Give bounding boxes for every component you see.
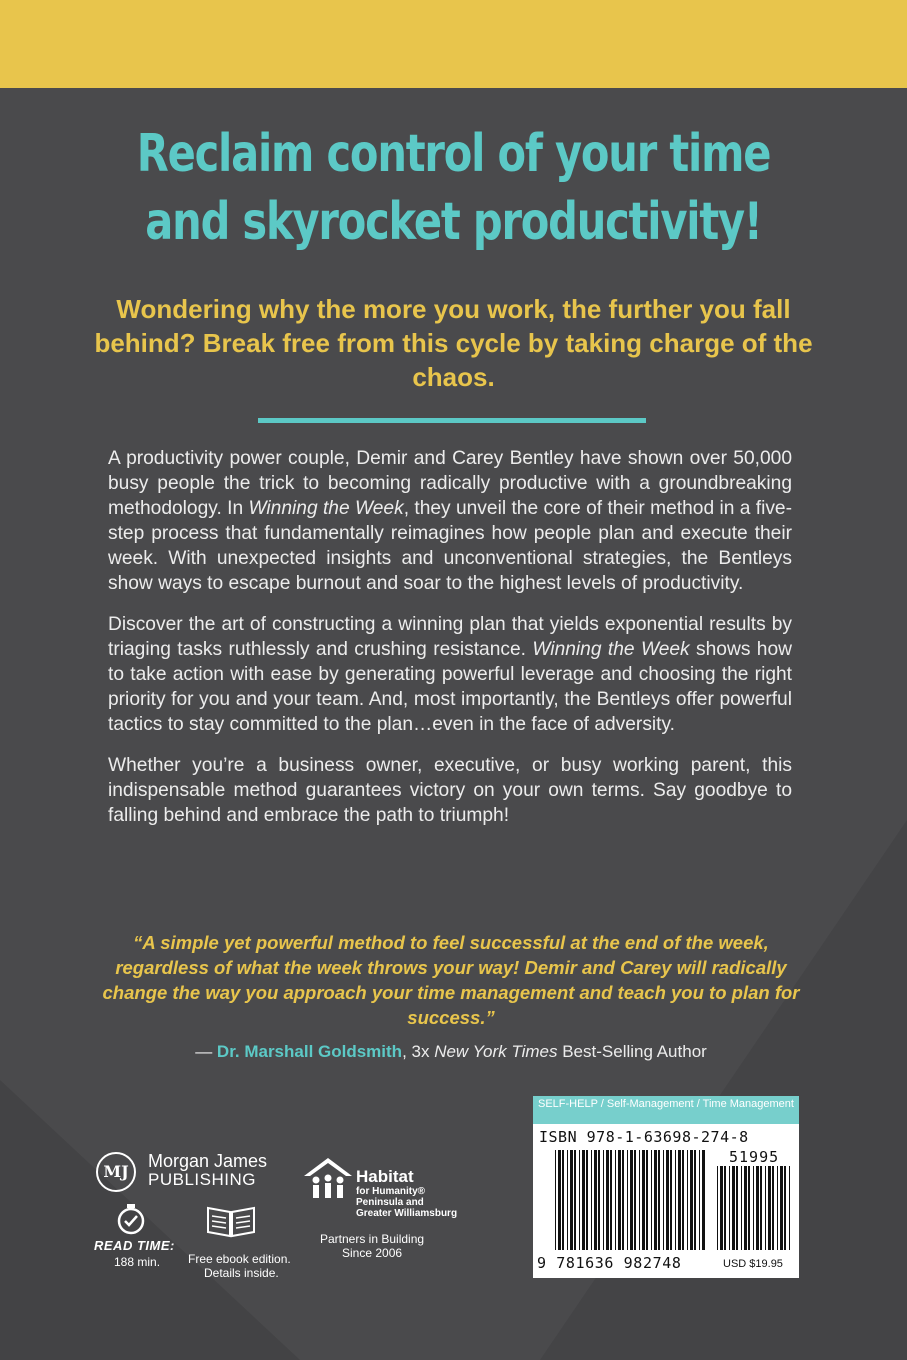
habitat-name: Habitat bbox=[356, 1167, 414, 1186]
headline-line-1: Reclaim control of your time bbox=[136, 124, 771, 184]
barcode-bar bbox=[687, 1150, 688, 1250]
barcode-bar bbox=[724, 1166, 726, 1250]
barcode-bar bbox=[772, 1166, 774, 1250]
barcode-bar bbox=[603, 1150, 604, 1250]
endorser-name: Dr. Marshall Goldsmith bbox=[216, 1042, 403, 1061]
barcode-bar bbox=[570, 1150, 573, 1250]
barcode-bar bbox=[622, 1150, 624, 1250]
ean-barcode bbox=[555, 1150, 707, 1250]
habitat-region-1: Peninsula and bbox=[356, 1197, 424, 1208]
barcode-bar bbox=[748, 1166, 750, 1250]
barcode-bar bbox=[756, 1166, 759, 1250]
isbn-number: ISBN 978-1-63698-274-8 bbox=[539, 1128, 749, 1146]
ebook-icon bbox=[204, 1202, 258, 1238]
read-time-label: READ TIME: bbox=[94, 1238, 175, 1253]
description bbox=[108, 446, 792, 844]
barcode-bar bbox=[666, 1150, 669, 1250]
barcode-bar bbox=[768, 1166, 771, 1250]
barcode-bar bbox=[784, 1166, 786, 1250]
barcode-bar bbox=[753, 1166, 754, 1250]
barcode-bar bbox=[558, 1150, 561, 1250]
habitat-house-icon bbox=[302, 1156, 354, 1200]
barcode-bar bbox=[567, 1150, 568, 1250]
retail-price: USD $19.95 bbox=[723, 1258, 783, 1270]
barcode-bar bbox=[777, 1166, 778, 1250]
barcode-bar bbox=[598, 1150, 600, 1250]
barcode-bar bbox=[729, 1166, 730, 1250]
subheadline: Wondering why the more you work, the further you fall behind? Break free from this cycle by taking charge of the chaos. bbox=[94, 294, 813, 392]
barcode-bar bbox=[720, 1166, 723, 1250]
barcode-bar bbox=[646, 1150, 648, 1250]
headline bbox=[91, 120, 817, 256]
barcode-bar bbox=[627, 1150, 628, 1250]
morgan-james-logo bbox=[92, 1150, 292, 1194]
barcode-bar bbox=[690, 1150, 693, 1250]
barcode-bar bbox=[606, 1150, 609, 1250]
barcode-bar bbox=[744, 1166, 747, 1250]
habitat-subtitle: for Humanity® bbox=[356, 1186, 426, 1197]
barcode-bar bbox=[682, 1150, 684, 1250]
barcode-bar bbox=[678, 1150, 681, 1250]
publisher-division: PUBLISHING bbox=[148, 1170, 256, 1189]
barcode-bar bbox=[694, 1150, 696, 1250]
barcode-bar bbox=[760, 1166, 762, 1250]
barcode-block bbox=[533, 1096, 799, 1278]
partners-line-2: Since 2006 bbox=[342, 1246, 403, 1260]
book-title: Winning the Week bbox=[248, 498, 404, 519]
description-paragraph-3: Whether you’re a business owner, executive, or busy working parent, this indispensable method guarantees victory on your own terms. Say goodbye to falling behind and embrace the path to triumph! bbox=[108, 755, 792, 826]
mj-monogram: MJ bbox=[96, 1152, 136, 1192]
publisher-name: Morgan James bbox=[148, 1151, 268, 1171]
barcode-bar bbox=[663, 1150, 664, 1250]
barcode-bar bbox=[670, 1150, 672, 1250]
endorsement-quote: “A simple yet powerful method to feel successful at the end of the week, regardless of what the week throws your way! Demir and Carey will radically change the way you approach your time management and teach you to plan for success.” bbox=[102, 932, 800, 1028]
barcode-bar bbox=[610, 1150, 612, 1250]
teal-divider bbox=[258, 418, 646, 423]
stopwatch-icon bbox=[114, 1202, 148, 1236]
barcode-bar bbox=[780, 1166, 783, 1250]
barcode-bar bbox=[702, 1150, 705, 1250]
barcode-bar bbox=[582, 1150, 585, 1250]
barcode-bar bbox=[591, 1150, 592, 1250]
bisac-category: SELF-HELP / Self-Management / Time Management bbox=[533, 1096, 799, 1124]
book-title: Winning the Week bbox=[532, 639, 690, 660]
endorsement-attribution: — Dr. Marshall Goldsmith, 3x New York Times Best-Selling Author bbox=[195, 1042, 707, 1061]
ean-digits: 9 781636 982748 bbox=[537, 1254, 682, 1272]
barcode-bar bbox=[555, 1150, 556, 1250]
barcode-bar bbox=[639, 1150, 640, 1250]
barcode-bar bbox=[717, 1166, 718, 1250]
description-paragraph-1: A productivity power couple, Demir and Carey Bentley have shown over 50,000 busy people the trick to becoming radically productive with a groundbreaking methodology. In Winning the Week, they unveil the core of their method in a five-step process that fundamentally reimagines how people plan and execute their week. With unexpected insights and unconventional strategies, the Bentleys show ways to escape burnout and soar to the highest levels of productivity. bbox=[108, 448, 792, 594]
barcode-bar bbox=[594, 1150, 597, 1250]
price-code: 51995 bbox=[729, 1148, 780, 1166]
barcode-bar bbox=[765, 1166, 766, 1250]
barcode-bar bbox=[654, 1150, 657, 1250]
barcode-bar bbox=[618, 1150, 621, 1250]
ebook-note-line-1: Free ebook edition. bbox=[188, 1252, 291, 1266]
barcode-bar bbox=[642, 1150, 645, 1250]
barcode-bar bbox=[651, 1150, 652, 1250]
barcode-bar bbox=[630, 1150, 633, 1250]
read-time-value: 188 min. bbox=[114, 1255, 161, 1269]
top-yellow-band bbox=[0, 0, 907, 88]
barcode-bar bbox=[675, 1150, 676, 1250]
habitat-region-2: Greater Williamsburg bbox=[356, 1208, 458, 1219]
barcode-bar bbox=[634, 1150, 636, 1250]
barcode-bar bbox=[586, 1150, 588, 1250]
partners-line-1: Partners in Building bbox=[320, 1232, 425, 1246]
barcode-bar bbox=[741, 1166, 742, 1250]
barcode-bar bbox=[579, 1150, 580, 1250]
headline-line-2: and skyrocket productivity! bbox=[145, 192, 762, 252]
barcode-bar bbox=[732, 1166, 735, 1250]
price-addon-barcode bbox=[717, 1166, 791, 1250]
barcode-bar bbox=[699, 1150, 700, 1250]
barcode-bar bbox=[658, 1150, 660, 1250]
barcode-bar bbox=[574, 1150, 576, 1250]
description-paragraph-2: Discover the art of constructing a winning plan that yields exponential results by triaging tasks ruthlessly and crushing resistance. Winning the Week shows how to take action with ease by generating powerful leverage and choosing the right priority for you and your team. And, most importantly, the Bentleys offer powerful tactics to stay committed to the plan…even in the face of adversity. bbox=[108, 614, 793, 735]
ebook-note-line-2: Details inside. bbox=[204, 1266, 279, 1280]
barcode-bar bbox=[736, 1166, 738, 1250]
barcode-bar bbox=[615, 1150, 616, 1250]
publisher-logos bbox=[92, 1150, 492, 1300]
barcode-bar bbox=[562, 1150, 564, 1250]
barcode-bar bbox=[789, 1166, 790, 1250]
